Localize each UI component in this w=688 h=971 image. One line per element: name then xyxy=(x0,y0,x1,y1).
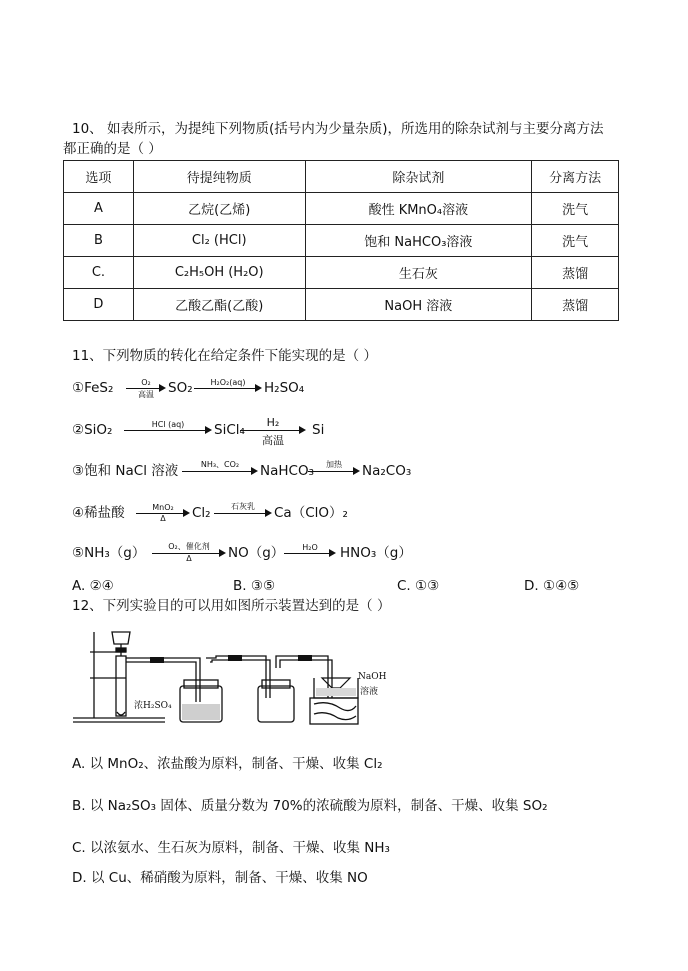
apparatus-diagram xyxy=(70,628,400,728)
q12-option-d[interactable]: D. 以 Cu、稀硝酸为原料，制备、干燥、收集 NO xyxy=(72,870,368,886)
r3-cond1-top: NH₃、CO₂ xyxy=(200,460,240,469)
r2-cond1-top: HCl (aq) xyxy=(151,420,185,429)
header-cell: 待提纯物质 xyxy=(133,161,305,193)
q11-option-a[interactable]: A. ②④ xyxy=(72,578,114,594)
cell-method: 蒸馏 xyxy=(532,289,619,321)
label-naoh: NaOH xyxy=(358,672,387,682)
cell-reagent: 酸性 KMnO₄溶液 xyxy=(305,193,532,225)
apparatus-figure xyxy=(70,628,400,728)
table-header-row xyxy=(64,161,619,193)
table-row xyxy=(64,225,619,257)
table-row xyxy=(64,289,619,321)
r4-cond1-top: MnO₂ xyxy=(152,503,174,512)
cell-substance: 乙酸乙酯(乙酸) xyxy=(133,289,305,321)
r5-arrow1 xyxy=(152,543,226,563)
cell-substance: Cl₂ (HCl) xyxy=(133,225,305,257)
r1-start: ①FeS₂ xyxy=(72,380,114,396)
q10-stem-line1: 10、 如表所示，为提纯下列物质(括号内为少量杂质)，所选用的除杂试剂与主要分离方法 xyxy=(72,121,604,137)
cell-reagent: 生石灰 xyxy=(305,257,532,289)
cell-reagent: 饱和 NaHCO₃溶液 xyxy=(305,225,532,257)
cell-method: 洗气 xyxy=(532,193,619,225)
header-cell: 分离方法 xyxy=(532,161,619,193)
cell-option: B xyxy=(64,225,134,257)
r5-arrow2 xyxy=(284,543,336,563)
q11-option-d[interactable]: D. ①④⑤ xyxy=(524,578,580,594)
r1-cond2-top: H₂O₂(aq) xyxy=(210,378,246,387)
r1-arrow2 xyxy=(194,378,262,398)
r1-mid: SO₂ xyxy=(168,380,193,396)
r2-arrow1 xyxy=(124,420,212,440)
r5-end: HNO₃（g） xyxy=(340,545,412,561)
q12-option-b[interactable]: B. 以 Na₂SO₃ 固体、质量分数为 70%的浓硫酸为原料，制备、干燥、收集 SO₂ xyxy=(72,798,548,814)
cell-option: A xyxy=(64,193,134,225)
q11-option-c[interactable]: C. ①③ xyxy=(397,578,440,594)
q10-stem-line2: 都正确的是（ ） xyxy=(63,141,162,157)
table-row xyxy=(64,193,619,225)
r5-cond1-top: O₂、催化剂 xyxy=(168,542,210,551)
cell-reagent: NaOH 溶液 xyxy=(305,289,532,321)
r4-cond1-bot: Δ xyxy=(160,514,166,523)
r1-cond1-bot: 高温 xyxy=(138,390,154,399)
r4-arrow1 xyxy=(136,503,190,523)
r2-arrow2 xyxy=(240,416,306,448)
r1-end: H₂SO₄ xyxy=(264,380,305,396)
r3-start: ③饱和 NaCl 溶液 xyxy=(72,463,179,479)
q11-stem: 11、下列物质的转化在给定条件下能实现的是（ ） xyxy=(72,348,377,364)
r2-cond2-top: H₂ xyxy=(266,416,280,429)
r4-arrow2 xyxy=(214,503,272,523)
cell-method: 洗气 xyxy=(532,225,619,257)
cell-substance: C₂H₅OH (H₂O) xyxy=(133,257,305,289)
r4-end: Ca（ClO）₂ xyxy=(274,505,348,521)
r1-arrow1 xyxy=(126,378,166,398)
table-row xyxy=(64,257,619,289)
r3-end: Na₂CO₃ xyxy=(362,463,412,479)
q12-option-a[interactable]: A. 以 MnO₂、浓盐酸为原料，制备、干燥、收集 Cl₂ xyxy=(72,756,383,772)
r2-mid: SiCl₄ xyxy=(214,422,245,438)
cell-option: C. xyxy=(64,257,134,289)
r2-end: Si xyxy=(312,422,325,438)
cell-method: 蒸馏 xyxy=(532,257,619,289)
r2-start: ②SiO₂ xyxy=(72,422,113,438)
r5-start: ⑤NH₃（g） xyxy=(72,545,146,561)
label-solution: 溶液 xyxy=(360,687,379,697)
r3-mid: NaHCO₃ xyxy=(260,463,314,479)
q12-option-c[interactable]: C. 以浓氨水、生石灰为原料，制备、干燥、收集 NH₃ xyxy=(72,840,390,856)
q11-option-b[interactable]: B. ③⑤ xyxy=(233,578,276,594)
r3-cond2-top: 加热 xyxy=(326,460,342,469)
r2-cond2-bot: 高温 xyxy=(262,434,284,448)
label-conc-sulfuric-acid: 浓H₂SO₄ xyxy=(134,701,172,711)
r4-cond2-top: 石灰乳 xyxy=(231,502,255,511)
q12-stem: 12、下列实验目的可以用如图所示装置达到的是（ ） xyxy=(72,598,391,614)
r5-cond2-top: H₂O xyxy=(302,543,318,552)
cell-substance: 乙烷(乙烯) xyxy=(133,193,305,225)
r5-cond1-bot: Δ xyxy=(186,554,192,563)
q10-table xyxy=(63,160,619,321)
r3-arrow1 xyxy=(182,461,258,481)
header-cell: 除杂试剂 xyxy=(305,161,532,193)
r4-start: ④稀盐酸 xyxy=(72,505,125,521)
r5-mid: NO（g） xyxy=(228,545,285,561)
header-cell: 选项 xyxy=(64,161,134,193)
r3-arrow2 xyxy=(308,461,360,481)
r4-mid: Cl₂ xyxy=(192,505,211,521)
r1-cond1-top: O₂ xyxy=(141,378,151,387)
cell-option: D xyxy=(64,289,134,321)
